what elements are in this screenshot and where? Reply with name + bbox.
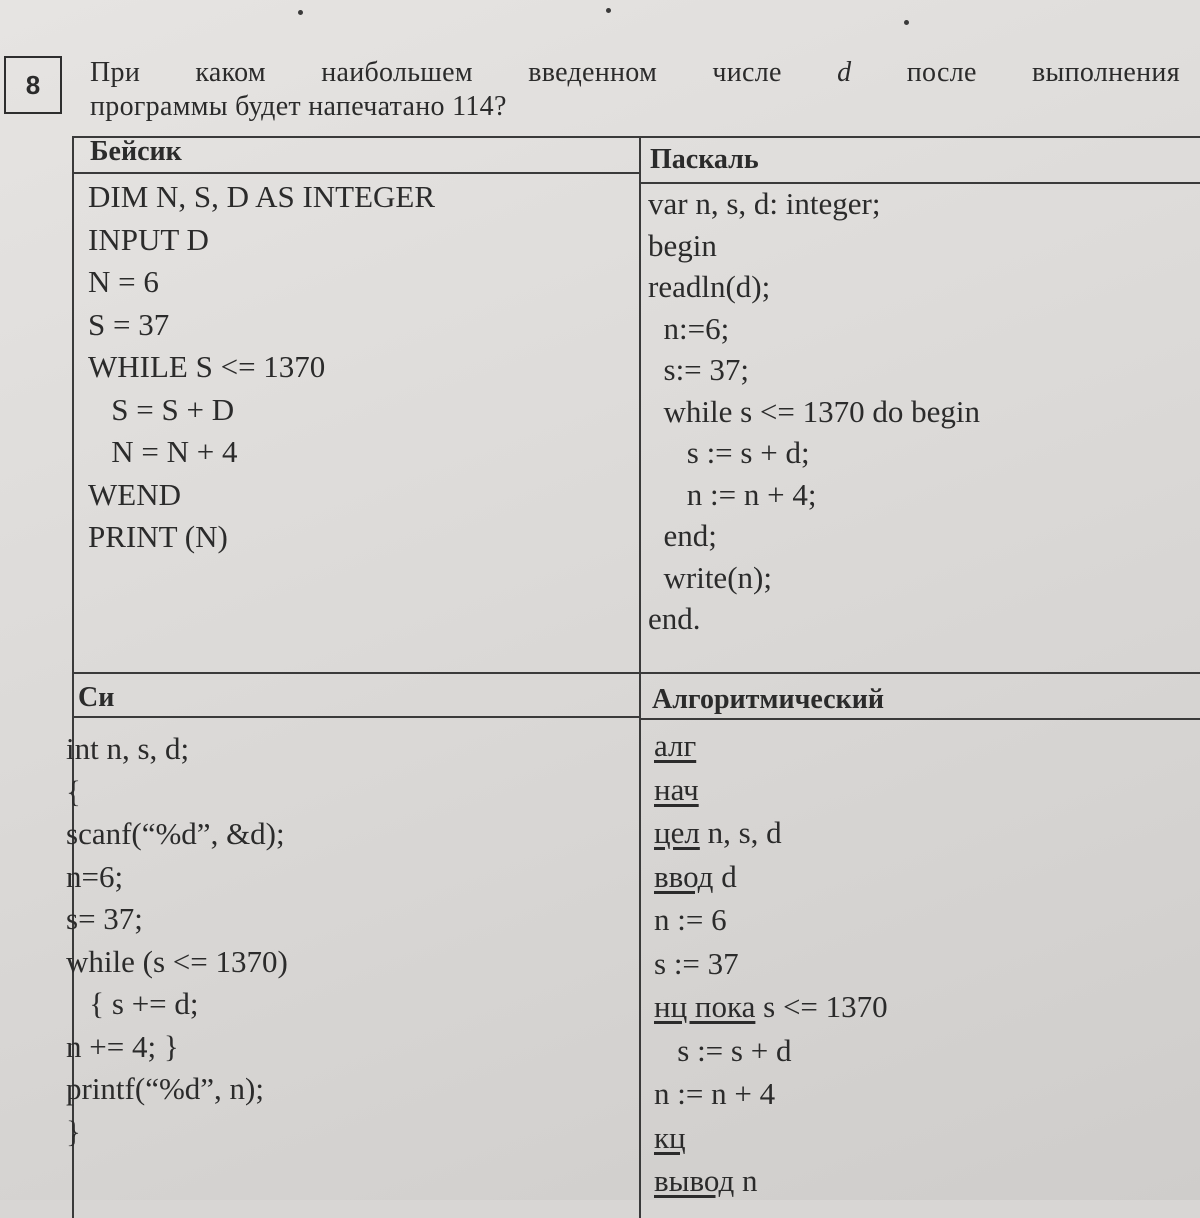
code-line: while (s <= 1370) bbox=[66, 943, 288, 979]
question-word: числе bbox=[712, 57, 782, 88]
keyword: цел bbox=[654, 815, 700, 850]
code-line: printf(“%d”, n); bbox=[66, 1071, 264, 1106]
code-line: s= 37; bbox=[66, 901, 143, 936]
code-line: WHILE S <= 1370 bbox=[88, 349, 326, 384]
code-line: } bbox=[66, 1113, 81, 1149]
code-line: n=6; bbox=[66, 858, 124, 894]
code-line bbox=[654, 811, 888, 855]
question-variable bbox=[837, 56, 851, 90]
code-line bbox=[654, 942, 888, 986]
ink-dot bbox=[298, 10, 303, 15]
keyword: нач bbox=[654, 771, 699, 807]
code-line bbox=[654, 1116, 888, 1160]
code-pascal bbox=[648, 183, 980, 640]
code-line bbox=[654, 724, 888, 768]
question-word: после bbox=[906, 57, 977, 88]
ink-dot bbox=[904, 20, 909, 25]
code-line: s := s + d; bbox=[648, 435, 810, 470]
header-basic: Бейсик bbox=[90, 136, 182, 167]
code-line: PRINT (N) bbox=[88, 519, 228, 554]
code-line: begin bbox=[648, 227, 717, 263]
question-word: каком bbox=[195, 57, 266, 88]
keyword: вывод bbox=[654, 1163, 735, 1198]
task-number: 8 bbox=[4, 56, 62, 114]
question-text bbox=[90, 56, 1180, 124]
header-algorithmic: Алгоритмический bbox=[652, 684, 884, 715]
code-line: end; bbox=[648, 518, 717, 553]
header-c: Си bbox=[78, 682, 115, 713]
code-line: { s += d; bbox=[66, 986, 199, 1021]
keyword: кц bbox=[654, 1119, 686, 1155]
code-line: n := n + 4; bbox=[648, 476, 817, 512]
header-pascal: Паскаль bbox=[650, 144, 759, 175]
variable-d: d bbox=[837, 57, 852, 88]
code-line: scanf(“%d”, &d); bbox=[66, 816, 285, 851]
code-text: d bbox=[713, 858, 737, 894]
code-line: { bbox=[66, 773, 81, 809]
code-text: n, s, d bbox=[699, 815, 782, 850]
question-word: При bbox=[90, 57, 141, 88]
code-line bbox=[654, 1159, 888, 1203]
code-line: N = 6 bbox=[88, 264, 159, 299]
code-line bbox=[654, 855, 888, 899]
code-line: write(n); bbox=[648, 559, 772, 595]
code-text: n := n + 4 bbox=[654, 1076, 776, 1111]
question-line-2: программы будет напечатано 114? bbox=[90, 91, 507, 122]
code-line bbox=[654, 768, 888, 812]
code-line bbox=[654, 985, 888, 1029]
code-line bbox=[654, 898, 888, 942]
code-text: n bbox=[734, 1163, 758, 1198]
column-divider bbox=[639, 138, 641, 1218]
header-divider-c bbox=[74, 716, 639, 718]
code-line: s:= 37; bbox=[648, 352, 750, 387]
code-text: s <= 1370 bbox=[755, 989, 888, 1024]
code-text: s := s + d bbox=[654, 1032, 792, 1068]
header-divider-basic bbox=[74, 172, 639, 174]
code-text: s := 37 bbox=[654, 945, 739, 981]
code-c bbox=[66, 728, 288, 1153]
code-line: INPUT D bbox=[88, 221, 209, 257]
question-word: наибольшем bbox=[321, 57, 473, 88]
code-line: int n, s, d; bbox=[66, 731, 190, 766]
code-line bbox=[654, 1072, 888, 1116]
code-line: N = N + 4 bbox=[88, 434, 238, 469]
question-line-1 bbox=[90, 56, 1180, 90]
header-divider-alg bbox=[639, 718, 1200, 720]
code-basic bbox=[88, 176, 435, 559]
code-line: n:=6; bbox=[648, 310, 730, 346]
code-line: n += 4; } bbox=[66, 1028, 179, 1064]
ink-dot bbox=[606, 8, 611, 13]
keyword: нц пока bbox=[654, 989, 756, 1024]
code-line: readln(d); bbox=[648, 269, 771, 304]
code-line: end. bbox=[648, 601, 701, 636]
code-line: DIM N, S, D AS INTEGER bbox=[88, 179, 436, 214]
code-text: n := 6 bbox=[654, 902, 727, 937]
code-line: S = S + D bbox=[88, 391, 235, 427]
code-line: while s <= 1370 do begin bbox=[648, 393, 981, 429]
row-divider bbox=[74, 672, 1200, 674]
question-word: выполнения bbox=[1032, 57, 1180, 88]
code-line: S = 37 bbox=[88, 306, 170, 342]
code-table bbox=[66, 136, 1200, 1218]
code-algorithmic bbox=[654, 724, 888, 1203]
keyword: алг bbox=[654, 728, 697, 763]
keyword: ввод bbox=[654, 858, 714, 894]
code-line: WEND bbox=[88, 476, 181, 512]
code-line bbox=[654, 1029, 888, 1073]
question-word: введенном bbox=[528, 57, 658, 88]
code-line: var n, s, d: integer; bbox=[648, 186, 881, 221]
